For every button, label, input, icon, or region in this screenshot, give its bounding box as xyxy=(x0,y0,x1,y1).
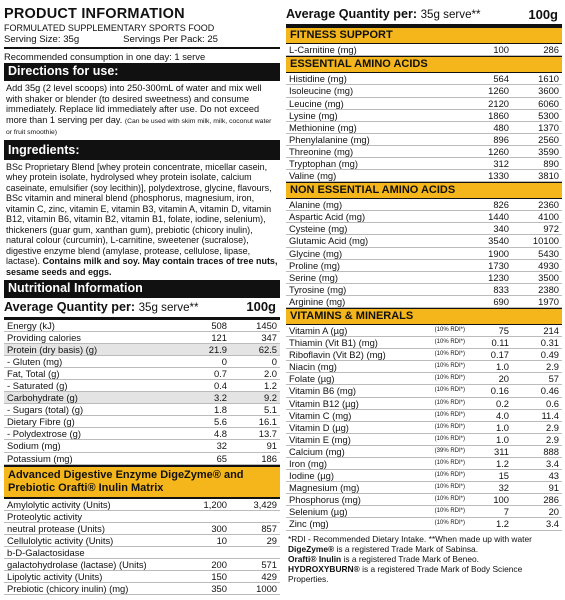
footnote-brand-hydroxyburn: HYDROXYBURN® xyxy=(288,563,360,574)
table-row xyxy=(4,559,280,571)
essential-amino-heading: ESSENTIAL AMINO ACIDS xyxy=(286,56,562,73)
row-name: Lysine (mg) xyxy=(286,109,466,121)
row-name: Thiamin (Vit B1) (mg) xyxy=(286,337,422,349)
table-row xyxy=(286,470,562,482)
row-value-100g: 3500 xyxy=(512,271,562,283)
row-name: Leucine (mg) xyxy=(286,97,466,109)
row-value-serve: 1.0 xyxy=(466,433,512,445)
row-rdi: (10% RDI*) xyxy=(422,409,466,421)
row-value-100g: 3.4 xyxy=(512,518,562,530)
row-value-serve: 32 xyxy=(466,482,512,494)
row-value-serve: 300 xyxy=(184,522,230,534)
table-row xyxy=(286,109,562,121)
row-value-serve: 564 xyxy=(466,73,512,85)
vitamins-minerals-heading: VITAMINS & MINERALS xyxy=(286,308,562,325)
row-name: Alanine (mg) xyxy=(286,199,466,211)
row-name: b-D-Galactosidase xyxy=(4,546,184,558)
table-row xyxy=(4,404,280,416)
row-rdi: (10% RDI*) xyxy=(422,361,466,373)
page-title: PRODUCT INFORMATION xyxy=(4,6,185,22)
row-value-100g: 91 xyxy=(512,482,562,494)
table-row xyxy=(286,349,562,361)
row-name: Carbohydrate (g) xyxy=(4,392,184,404)
row-value-serve: 4.0 xyxy=(466,409,512,421)
row-value-serve: 3540 xyxy=(466,235,512,247)
row-value-serve: 1.8 xyxy=(184,404,230,416)
row-value-serve: 1900 xyxy=(466,247,512,259)
row-name: Glutamic Acid (mg) xyxy=(286,235,466,247)
row-name: Amylolytic activity (Units) xyxy=(4,499,184,511)
ingredients-body: BSc Proprietary Blend [whey protein concentrate, micellar casein, whey protein isolate, hydrolysed whey protein isolate, calcium caseinate, emulsifier (soy lecithin)], polydextrose, glycine, flavours, BSc vitamin and mineral blend (phosphorus, magnesium, iron, vitamin C, zinc, vitamin E, vitamin B3, vitamin A, vitamin D, vitamin B12, vitamin B6, vitamin B2, vitamin B1, folate, iodine, selenium), thickeners (guar gum, xanthan gum), prebiotic (chicory inulin), natural colour (curcumin), L-carnitine, sweetener (sucralose), digestive enzyme blend (amylase, protease, cellulose, lipase, lactase). xyxy=(6,161,272,267)
row-name: Calcium (mg) xyxy=(286,445,422,457)
avg-serve-label: 35g serve** xyxy=(138,300,199,314)
row-rdi: (10% RDI*) xyxy=(422,494,466,506)
row-name: - Saturated (g) xyxy=(4,380,184,392)
row-value-100g: 3600 xyxy=(512,85,562,97)
right-column-header xyxy=(286,6,562,27)
row-value-serve: 100 xyxy=(466,44,512,56)
row-value-100g: 2.9 xyxy=(512,433,562,445)
table-row xyxy=(286,482,562,494)
row-name: Sodium (mg) xyxy=(4,440,184,452)
ingredients-heading: Ingredients: xyxy=(4,142,280,160)
table-row xyxy=(4,546,280,558)
row-value-serve: 1440 xyxy=(466,211,512,223)
row-value-100g: 11.4 xyxy=(512,409,562,421)
row-value-100g: 286 xyxy=(512,494,562,506)
row-value-serve: 75 xyxy=(466,325,512,337)
row-name: Methionine (mg) xyxy=(286,121,466,133)
row-name: Phenylalanine (mg) xyxy=(286,133,466,145)
row-value-100g: 6060 xyxy=(512,97,562,109)
row-value-100g: 0.46 xyxy=(512,385,562,397)
row-value-100g: 2.9 xyxy=(512,361,562,373)
left-column xyxy=(4,6,280,595)
row-value-100g: 5430 xyxy=(512,247,562,259)
row-value-100g: 1.2 xyxy=(230,380,280,392)
row-rdi: (10% RDI*) xyxy=(422,506,466,518)
row-rdi: (10% RDI*) xyxy=(422,349,466,361)
row-value-serve: 65 xyxy=(184,452,230,464)
row-value-100g: 91 xyxy=(230,440,280,452)
row-name: Isoleucine (mg) xyxy=(286,85,466,97)
row-name: Selenium (µg) xyxy=(286,506,422,518)
row-value-100g: 1450 xyxy=(230,320,280,332)
row-name: Providing calories xyxy=(4,331,184,343)
table-row xyxy=(286,158,562,170)
avg-serve-label: 35g serve** xyxy=(420,8,481,22)
row-value-100g: 0.31 xyxy=(512,337,562,349)
row-value-serve: 4.8 xyxy=(184,428,230,440)
row-value-serve: 896 xyxy=(466,133,512,145)
table-row xyxy=(286,97,562,109)
table-row xyxy=(4,571,280,583)
row-rdi: (10% RDI*) xyxy=(422,373,466,385)
row-name: Prebiotic (chicory inulin) (mg) xyxy=(4,583,184,595)
row-value-100g: 4100 xyxy=(512,211,562,223)
non-essential-amino-heading: NON ESSENTIAL AMINO ACIDS xyxy=(286,182,562,199)
table-row xyxy=(286,458,562,470)
row-value-serve xyxy=(184,546,230,558)
row-value-serve xyxy=(184,510,230,522)
row-name: Vitamin C (mg) xyxy=(286,409,422,421)
row-value-serve: 508 xyxy=(184,320,230,332)
row-value-100g: 857 xyxy=(230,522,280,534)
row-name: Fat, Total (g) xyxy=(4,367,184,379)
right-column xyxy=(286,6,562,584)
row-value-serve: 480 xyxy=(466,121,512,133)
table-row xyxy=(4,499,280,511)
table-row xyxy=(286,121,562,133)
table-row xyxy=(286,223,562,235)
table-row xyxy=(4,331,280,343)
table-row xyxy=(286,445,562,457)
row-value-serve: 1330 xyxy=(466,170,512,182)
nutrition-heading: Nutritional Information xyxy=(4,280,280,298)
row-value-100g: 0.6 xyxy=(512,397,562,409)
enzyme-heading: Advanced Digestive Enzyme DigeZyme® and Prebiotic Orafti® Inulin Matrix xyxy=(4,465,280,499)
row-value-100g: 347 xyxy=(230,331,280,343)
nutrition-column-header xyxy=(4,298,280,319)
row-value-100g: 62.5 xyxy=(230,343,280,355)
row-value-100g: 57 xyxy=(512,373,562,385)
row-value-100g: 1370 xyxy=(512,121,562,133)
row-value-100g: 3.4 xyxy=(512,458,562,470)
row-name: Lipolytic activity (Units) xyxy=(4,571,184,583)
row-value-100g: 888 xyxy=(512,445,562,457)
row-name: Vitamin E (mg) xyxy=(286,433,422,445)
row-value-serve: 121 xyxy=(184,331,230,343)
row-name: Potassium (mg) xyxy=(4,452,184,464)
fitness-table xyxy=(286,44,562,56)
row-name: Vitamin B6 (mg) xyxy=(286,385,422,397)
table-row xyxy=(286,337,562,349)
row-value-100g: 2.9 xyxy=(512,421,562,433)
row-rdi: (10% RDI*) xyxy=(422,482,466,494)
row-name: Magnesium (mg) xyxy=(286,482,422,494)
row-value-serve: 350 xyxy=(184,583,230,595)
row-value-serve: 0 xyxy=(184,355,230,367)
row-value-100g: 10100 xyxy=(512,235,562,247)
row-value-100g: 43 xyxy=(512,470,562,482)
table-row xyxy=(4,440,280,452)
row-value-serve: 1.0 xyxy=(466,421,512,433)
row-value-serve: 21.9 xyxy=(184,343,230,355)
table-row xyxy=(286,433,562,445)
table-row xyxy=(286,73,562,85)
row-name: neutral protease (Units) xyxy=(4,522,184,534)
row-value-serve: 1.2 xyxy=(466,518,512,530)
row-value-serve: 0.4 xyxy=(184,380,230,392)
row-value-100g: 5.1 xyxy=(230,404,280,416)
row-name: Zinc (mg) xyxy=(286,518,422,530)
table-row xyxy=(286,170,562,182)
servings-per-pack: Servings Per Pack: 25 xyxy=(123,33,218,45)
row-value-100g: 16.1 xyxy=(230,416,280,428)
row-name: Iron (mg) xyxy=(286,458,422,470)
per-100g-label: 100g xyxy=(528,7,558,22)
directions-text xyxy=(4,81,280,142)
row-value-100g: 5300 xyxy=(512,109,562,121)
row-value-serve: 0.7 xyxy=(184,367,230,379)
row-name: Folate (µg) xyxy=(286,373,422,385)
table-row xyxy=(4,534,280,546)
allergen-contains: Contains milk and soy. xyxy=(42,256,140,267)
directions-body: Add 35g (2 level scoops) into 250-300mL of water and mix well with shaker or blender (to desired sweetness) and consume immediately. Replace lid immediately after use. Do not exceed more than 1 serving per day. xyxy=(6,82,262,126)
vitamins-minerals-table xyxy=(286,325,562,531)
row-value-serve: 1260 xyxy=(466,85,512,97)
row-name: Phosphorus (mg) xyxy=(286,494,422,506)
row-name: Iodine (µg) xyxy=(286,470,422,482)
row-value-serve: 200 xyxy=(184,559,230,571)
row-name: Tryptophan (mg) xyxy=(286,158,466,170)
row-value-serve: 0.16 xyxy=(466,385,512,397)
row-value-100g: 1610 xyxy=(512,73,562,85)
row-name: Vitamin A (µg) xyxy=(286,325,422,337)
footnote-rdi: *RDI - Recommended Dietary Intake. **When made up with water xyxy=(288,533,532,544)
table-row xyxy=(4,583,280,595)
table-row xyxy=(286,518,562,530)
table-row xyxy=(4,522,280,534)
table-row xyxy=(4,367,280,379)
table-row xyxy=(286,295,562,307)
directions-note: (Can be used with skim milk, milk, coconut water or fruit smoothie) xyxy=(6,118,272,137)
row-value-100g: 4930 xyxy=(512,259,562,271)
row-value-serve: 10 xyxy=(184,534,230,546)
row-value-100g: 571 xyxy=(230,559,280,571)
row-value-100g xyxy=(230,546,280,558)
row-value-serve: 690 xyxy=(466,295,512,307)
row-value-100g: 286 xyxy=(512,44,562,56)
row-value-100g: 3,429 xyxy=(230,499,280,511)
table-row xyxy=(4,343,280,355)
table-row xyxy=(286,44,562,56)
row-name: L-Carnitine (mg) xyxy=(286,44,466,56)
table-row xyxy=(286,271,562,283)
row-value-serve: 826 xyxy=(466,199,512,211)
essential-amino-table xyxy=(286,73,562,182)
table-row xyxy=(286,385,562,397)
enzyme-table xyxy=(4,499,280,596)
row-value-100g: 214 xyxy=(512,325,562,337)
row-value-100g: 429 xyxy=(230,571,280,583)
table-row xyxy=(4,355,280,367)
row-name: Serine (mg) xyxy=(286,271,466,283)
row-rdi: (10% RDI*) xyxy=(422,518,466,530)
row-rdi: (10% RDI*) xyxy=(422,470,466,482)
row-value-100g: 2560 xyxy=(512,133,562,145)
row-rdi: (10% RDI*) xyxy=(422,337,466,349)
row-value-100g: 13.7 xyxy=(230,428,280,440)
row-value-100g: 20 xyxy=(512,506,562,518)
row-name: Proline (mg) xyxy=(286,259,466,271)
recommended-consumption: Recommended consumption in one day: 1 serve xyxy=(4,51,206,63)
table-row xyxy=(286,247,562,259)
row-value-serve: 1.2 xyxy=(466,458,512,470)
table-row xyxy=(4,320,280,332)
serving-info xyxy=(4,34,280,49)
avg-quantity-label: Average Quantity per: xyxy=(286,7,418,22)
row-name: Aspartic Acid (mg) xyxy=(286,211,466,223)
row-rdi: (39% RDI*) xyxy=(422,445,466,457)
table-row xyxy=(286,409,562,421)
fitness-support-heading: FITNESS SUPPORT xyxy=(286,27,562,44)
row-value-100g: 2360 xyxy=(512,199,562,211)
row-name: Cysteine (mg) xyxy=(286,223,466,235)
table-row xyxy=(4,416,280,428)
non-essential-amino-table xyxy=(286,199,562,308)
subtitle: FORMULATED SUPPLEMENTARY SPORTS FOOD xyxy=(4,23,215,34)
row-value-100g: 9.2 xyxy=(230,392,280,404)
footnote-brand-orafti: Orafti® Inulin xyxy=(288,553,342,564)
footnotes xyxy=(286,531,562,584)
table-row xyxy=(286,361,562,373)
row-name: Protein (dry basis) (g) xyxy=(4,343,184,355)
table-row xyxy=(286,145,562,157)
table-row xyxy=(4,510,280,522)
row-name: - Gluten (mg) xyxy=(4,355,184,367)
table-row xyxy=(286,506,562,518)
row-value-serve: 1.0 xyxy=(466,361,512,373)
row-name: Dietary Fibre (g) xyxy=(4,416,184,428)
row-value-100g: 186 xyxy=(230,452,280,464)
table-row xyxy=(286,325,562,337)
table-row xyxy=(286,85,562,97)
row-value-serve: 0.11 xyxy=(466,337,512,349)
footnote-text-hydroxyburn: is a registered Trade Mark of Body Science Properties. xyxy=(288,563,523,584)
row-value-serve: 1860 xyxy=(466,109,512,121)
row-name: Niacin (mg) xyxy=(286,361,422,373)
nutrition-table xyxy=(4,320,280,465)
table-row xyxy=(286,283,562,295)
ingredients-text xyxy=(4,160,280,281)
row-name: Valine (mg) xyxy=(286,170,466,182)
allergen-traces: May contain traces of tree nuts, sesame seeds and eggs. xyxy=(6,256,278,277)
row-name: Histidine (mg) xyxy=(286,73,466,85)
row-name: Vitamin B12 (µg) xyxy=(286,397,422,409)
table-row xyxy=(4,380,280,392)
row-name: Proteolytic activity xyxy=(4,510,184,522)
row-value-100g: 972 xyxy=(512,223,562,235)
row-value-serve: 1260 xyxy=(466,145,512,157)
row-rdi: (10% RDI*) xyxy=(422,385,466,397)
table-row xyxy=(286,199,562,211)
row-value-serve: 7 xyxy=(466,506,512,518)
table-row xyxy=(286,235,562,247)
row-value-100g: 1000 xyxy=(230,583,280,595)
row-value-serve: 1730 xyxy=(466,259,512,271)
row-name: Energy (kJ) xyxy=(4,320,184,332)
row-value-serve: 15 xyxy=(466,470,512,482)
row-value-serve: 1230 xyxy=(466,271,512,283)
row-value-serve: 2120 xyxy=(466,97,512,109)
row-name: - Polydextrose (g) xyxy=(4,428,184,440)
row-value-serve: 0.2 xyxy=(466,397,512,409)
row-value-serve: 32 xyxy=(184,440,230,452)
row-value-serve: 311 xyxy=(466,445,512,457)
row-value-100g: 2.0 xyxy=(230,367,280,379)
row-value-100g xyxy=(230,510,280,522)
table-row xyxy=(286,373,562,385)
row-value-serve: 833 xyxy=(466,283,512,295)
table-row xyxy=(286,211,562,223)
row-name: galactohydrolase (lactase) (Units) xyxy=(4,559,184,571)
table-row xyxy=(286,397,562,409)
row-name: Cellulolytic activity (Units) xyxy=(4,534,184,546)
row-value-serve: 20 xyxy=(466,373,512,385)
row-value-serve: 312 xyxy=(466,158,512,170)
table-row xyxy=(4,452,280,464)
row-value-serve: 100 xyxy=(466,494,512,506)
avg-quantity-label: Average Quantity per: xyxy=(4,299,136,314)
table-row xyxy=(4,428,280,440)
row-name: Riboflavin (Vit B2) (mg) xyxy=(286,349,422,361)
row-name: Threonine (mg) xyxy=(286,145,466,157)
row-value-100g: 0.49 xyxy=(512,349,562,361)
row-name: Glycine (mg) xyxy=(286,247,466,259)
row-value-100g: 0 xyxy=(230,355,280,367)
row-value-100g: 3590 xyxy=(512,145,562,157)
row-value-100g: 3810 xyxy=(512,170,562,182)
row-name: Tyrosine (mg) xyxy=(286,283,466,295)
row-rdi: (10% RDI*) xyxy=(422,397,466,409)
row-value-serve: 0.17 xyxy=(466,349,512,361)
row-value-serve: 5.6 xyxy=(184,416,230,428)
serving-size: Serving Size: 35g xyxy=(4,33,80,45)
footnote-brand-digezyme: DigeZyme® xyxy=(288,543,335,554)
row-rdi: (10% RDI*) xyxy=(422,325,466,337)
row-rdi: (10% RDI*) xyxy=(422,458,466,470)
row-value-serve: 340 xyxy=(466,223,512,235)
row-value-serve: 150 xyxy=(184,571,230,583)
row-rdi: (10% RDI*) xyxy=(422,421,466,433)
row-value-serve: 1,200 xyxy=(184,499,230,511)
row-value-100g: 29 xyxy=(230,534,280,546)
table-row xyxy=(286,259,562,271)
footnote-text-digezyme: is a registered Trade Mark of Sabinsa. xyxy=(334,543,479,554)
row-value-100g: 2380 xyxy=(512,283,562,295)
row-value-100g: 1970 xyxy=(512,295,562,307)
directions-heading: Directions for use: xyxy=(4,63,280,81)
row-name: Arginine (mg) xyxy=(286,295,466,307)
row-value-100g: 890 xyxy=(512,158,562,170)
table-row xyxy=(4,392,280,404)
table-row xyxy=(286,421,562,433)
row-name: - Sugars (total) (g) xyxy=(4,404,184,416)
per-100g-label: 100g xyxy=(246,299,276,315)
table-row xyxy=(286,133,562,145)
row-value-serve: 3.2 xyxy=(184,392,230,404)
footnote-text-orafti: is a registered Trade Mark of Beneo. xyxy=(341,553,479,564)
row-rdi: (10% RDI*) xyxy=(422,433,466,445)
table-row xyxy=(286,494,562,506)
row-name: Vitamin D (µg) xyxy=(286,421,422,433)
